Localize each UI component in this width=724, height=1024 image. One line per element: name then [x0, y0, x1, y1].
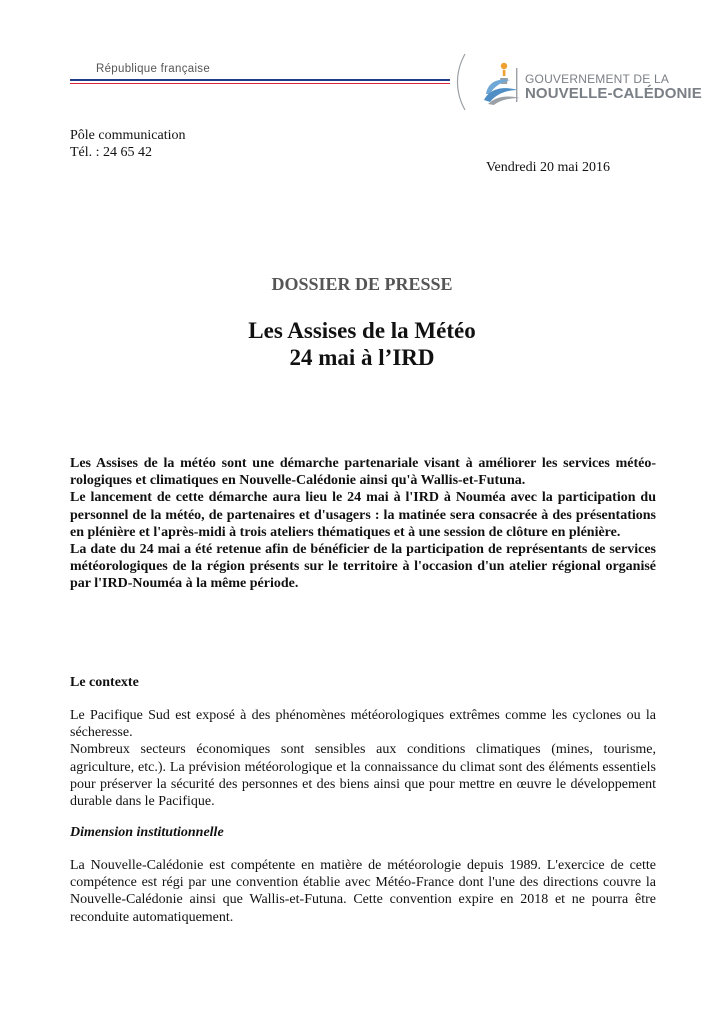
document-type-heading: DOSSIER DE PRESSE [271, 274, 453, 294]
intro-paragraph-1: Les Assises de la météo sont une démarche partenariale visant à améliorer les services météo-rologiques et climatiques en Nouvelle-Calédonie ainsi qu'à Wallis-et-Futuna. [70, 456, 656, 489]
nouvelle-caledonie-label: NOUVELLE-CALÉDONIE [525, 85, 702, 102]
gouvernement-label: GOUVERNEMENT DE LA [525, 72, 670, 86]
section-heading-dimension: Dimension institutionnelle [70, 825, 224, 840]
title-line-2: 24 mai à l’IRD [289, 345, 435, 370]
tricolor-rule [70, 79, 450, 85]
intro-paragraph-2: Le lancement de cette démarche aura lieu le 24 mai à l'IRD à Nouméa avec la participation du personnel de la météo, de partenaires et d'usagers : la matinée sera consacrée à des présentations en plénière et l'après-midi à trois ateliers thématiques et à une session de clôture en plénière. [70, 490, 656, 540]
dimension-paragraph-1: La Nouvelle-Calédonie est compétente en matière de météorologie depuis 1989. L'exercice de cette compétence est régi par une convention établie avec Météo-France dont l'une des directions couvre la Nouvelle-Calédonie ainsi que Wallis-et-Futuna. Cette convention expire en 2018 et ne pourra être reconduite automatiquement. [70, 858, 656, 925]
section-heading-contexte: Le contexte [70, 675, 139, 690]
contexte-paragraph-1: Le Pacifique Sud est exposé à des phénomènes météorologiques extrêmes comme les cyclones ou la sécheresse. [70, 708, 656, 741]
title-line-1: Les Assises de la Météo [248, 318, 476, 343]
contact-department: Pôle communication [70, 128, 186, 143]
dimension-body [70, 857, 656, 926]
gouvernement-emblem-icon [480, 60, 522, 106]
tricolor-red-stripe [70, 83, 450, 85]
letterhead [0, 0, 724, 115]
contact-phone: Tél. : 24 65 42 [70, 145, 153, 160]
document-date: Vendredi 20 mai 2016 [485, 160, 610, 175]
intro-paragraph-3: La date du 24 mai a été retenue afin de bénéficier de la participation de représentants de services météorologiques de la région présents sur le territoire à l'occasion d'un atelier régional organisé par l'IRD-Nouméa à la même période. [70, 542, 656, 592]
contexte-body [70, 707, 656, 810]
contexte-paragraph-2: Nombreux secteurs économiques sont sensibles aux conditions climatiques (mines, tourisme, agriculture, etc.). La prévision météorologique et la connaissance du climat sont des éléments essentiels pour préserver la sécurité des personnes et des biens ainsi que pour mettre en œuvre le développement durable dans le Pacifique. [70, 742, 656, 810]
contact-block [70, 127, 185, 161]
document-title [0, 317, 724, 371]
intro-paragraphs [70, 455, 656, 593]
letterhead-divider [453, 52, 467, 112]
republique-francaise-label: République française [96, 63, 211, 75]
